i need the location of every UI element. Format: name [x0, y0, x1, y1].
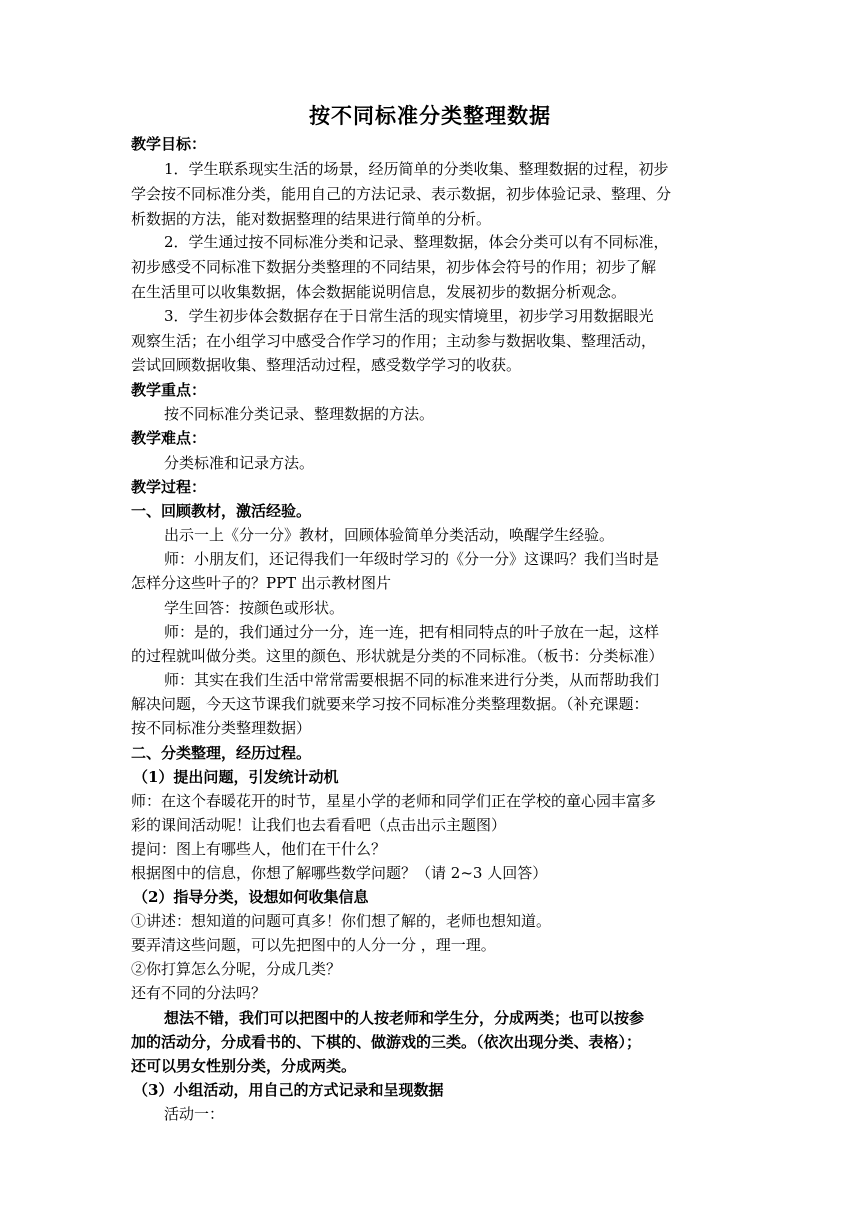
subsection-1-line: 提问：图上有哪些人，他们在干什么？	[131, 840, 387, 858]
section-1-heading: 一、回顾教材，激活经验。	[131, 502, 312, 520]
document-title: 按不同标准分类整理数据	[309, 104, 551, 128]
section-1-line: 怎样分这些叶子的？PPT 出示教材图片	[131, 574, 391, 592]
difficulties-text: 分类标准和记录方法。	[164, 454, 315, 472]
section-1-line: 师：是的，我们通过分一分，连一连，把有相同特点的叶子放在一起，这样	[164, 623, 660, 641]
section-1-line: 的过程就叫做分类。这里的颜色、形状就是分类的不同标准。（板书：分类标准）	[131, 647, 664, 665]
objective-1-line-1: 1．学生联系现实生活的场景，经历简单的分类收集、整理数据的过程，初步	[164, 160, 669, 178]
objective-2-line-3: 在生活里可以收集数据，体会数据能说明信息，发展初步的数据分析观念。	[131, 283, 627, 301]
subsection-1-line: 根据图中的信息，你想了解哪些数学问题？（请 2~3 人回答）	[131, 864, 548, 882]
section-1-line: 师：其实在我们生活中常常需要根据不同的标准来进行分类，从而帮助我们	[164, 671, 660, 689]
subsection-2-line: ②你打算怎么分呢，分成几类？	[131, 960, 342, 978]
objective-1-line-3: 析数据的方法，能对数据整理的结果进行简单的分析。	[131, 210, 492, 228]
key-points-text: 按不同标准分类记录、整理数据的方法。	[164, 405, 435, 423]
objective-3-line-2: 观察生活；在小组学习中感受合作学习的作用；主动参与数据收集、整理活动，	[131, 332, 657, 350]
objective-1-line-2: 学会按不同标准分类，能用自己的方法记录、表示数据，初步体验记录、整理、分	[131, 185, 672, 203]
subsection-1-heading: （1）提出问题，引发统计动机	[133, 768, 339, 786]
difficulties-heading: 教学难点：	[131, 429, 207, 447]
subsection-1-line: 师：在这个春暖花开的时节，星星小学的老师和同学们正在学校的童心园丰富多	[131, 792, 657, 810]
subsection-2-line: 要弄清这些问题，可以先把图中的人分一分 ，理一理。	[131, 936, 496, 954]
section-1-line: 按不同标准分类整理数据）	[131, 719, 312, 737]
key-points-heading: 教学重点：	[131, 381, 207, 399]
activity-label: 活动一：	[164, 1105, 225, 1123]
subsection-2-line: 还有不同的分法吗？	[131, 984, 267, 1002]
emphasis-line: 加的活动分，分成看书的、下棋的、做游戏的三类。（依次出现分类、表格）；	[131, 1033, 642, 1051]
objective-2-line-1: 2．学生通过按不同标准分类和记录、整理数据，体会分类可以有不同标准，	[164, 233, 669, 251]
emphasis-line: 想法不错，我们可以把图中的人按老师和学生分，分成两类；也可以按参	[164, 1009, 645, 1027]
objective-3-line-3: 尝试回顾数据收集、整理活动过程，感受数学学习的收获。	[131, 356, 522, 374]
subsection-3-heading: （3）小组活动，用自己的方式记录和呈现数据	[133, 1081, 444, 1099]
objective-3-line-1: 3．学生初步体会数据存在于日常生活的现实情境里，初步学习用数据眼光	[164, 307, 654, 325]
subsection-2-heading: （2）指导分类，设想如何收集信息	[133, 888, 369, 906]
section-1-line: 出示一上《分一分》教材，回顾体验简单分类活动，唤醒学生经验。	[164, 526, 615, 544]
objective-2-line-2: 初步感受不同标准下数据分类整理的不同结果，初步体会符号的作用；初步了解	[131, 258, 657, 276]
process-heading: 教学过程：	[131, 478, 207, 496]
section-1-line: 解决问题，今天这节课我们就要来学习按不同标准分类整理数据。（补充课题：	[131, 695, 649, 713]
subsection-1-line: 彩的课间活动呢！让我们也去看看吧（点击出示主题图）	[131, 816, 507, 834]
objectives-heading: 教学目标：	[131, 135, 207, 153]
section-1-line: 学生回答：按颜色或形状。	[164, 599, 345, 617]
section-2-heading: 二、分类整理，经历过程。	[131, 744, 312, 762]
subsection-2-line: ①讲述：想知道的问题可真多！你们想了解的，老师也想知道。	[131, 912, 552, 930]
section-1-line: 师：小朋友们，还记得我们一年级时学习的《分一分》这课吗？我们当时是	[164, 550, 660, 568]
emphasis-line: 还可以男女性别分类，分成两类。	[131, 1057, 357, 1075]
